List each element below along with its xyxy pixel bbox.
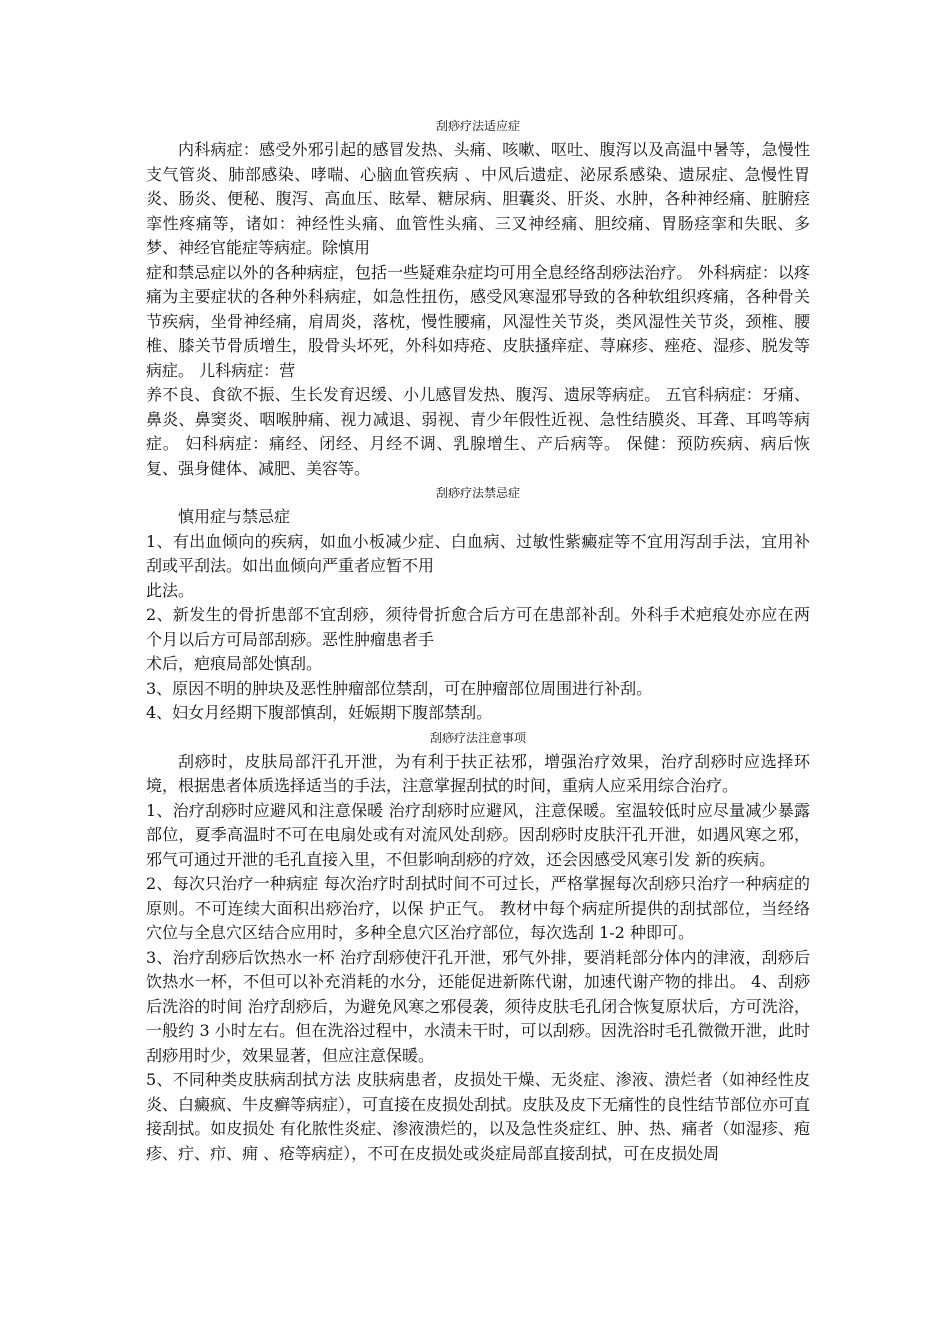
- paragraph-precaution-2: 2、每次只治疗一种病症 每次治疗时刮拭时间不可过长，严格掌握每次刮痧只治疗一种病症的原则。不可连续大面积出痧治疗，以保 护正气。 教材中每个病症所提供的刮拭部位，当经络穴位与全息穴区结合应用时，多种全息穴区治疗部位，每次选刮 1-2 种即可。: [146, 874, 810, 942]
- paragraph-internal-medicine: 内科病症：感受外邪引起的感冒发热、头痛、咳嗽、呕吐、腹泻以及高温中暑等，急慢性支气管炎、肺部感染、哮喘、心脑血管疾病 、中风后遗症、泌尿系感染、遗尿症、急慢性胃炎、肠炎、便秘、腹泻、高血压、眩晕、糖尿病、胆囊炎、肝炎、水肿，各种神经痛、脏腑痉挛性疼痛等，诸如：神经性头痛、血管性头痛、三叉神经痛、胆绞痛、胃肠痉挛和失眠、多梦、神经官能症等病症。除慎用: [146, 140, 810, 257]
- paragraph-precaution-3-4: 3、治疗刮痧后饮热水一杯 治疗刮痧使汗孔开泄，邪气外排，要消耗部分体内的津液，刮痧后饮热水一杯，不但可以补充消耗的水分，还能促进新陈代谢，加速代谢产物的排出。 4、刮痧后洗浴的时间 治疗刮痧后，为避免风寒之邪侵袭，须待皮肤毛孔闭合恢复原状后，方可洗浴，一般约 3 小时左右。但在洗浴过程中，水渍未干时，可以刮痧。因洗浴时毛孔微微开泄，此时刮痧用时少，效果显著，但应注意保暖。: [146, 947, 810, 1065]
- section-heading-indications: 刮痧疗法适应症: [435, 119, 520, 133]
- section-heading-contraindications: 刮痧疗法禁忌症: [435, 486, 520, 500]
- paragraph-contra-1: 1、有出血倾向的疾病，如血小板减少症、白血病、过敏性紫癜症等不宜用泻刮手法，宜用补刮或平刮法。如出血倾向严重者应暂不用: [146, 531, 810, 575]
- paragraph-caution-title: 慎用症与禁忌症: [178, 507, 291, 526]
- paragraph-contra-2: 2、新发生的骨折患部不宜刮痧，须待骨折愈合后方可在患部补刮。外科手术疤痕处亦应在两个月以后方可局部刮痧。恶性肿瘤患者手: [146, 605, 810, 649]
- section-heading-precautions: 刮痧疗法注意事项: [429, 730, 526, 745]
- paragraph-ent-gyn: 养不良、食欲不振、生长发育迟缓、小儿感冒发热、腹泻、遗尿等病症。 五官科病症：牙痛、鼻炎、鼻窦炎、咽喉肿痛、视力减退、弱视、青少年假性近视、急性结膜炎、耳聋、耳鸣等病症。 妇科病症：痛经、闭经、月经不调、乳腺增生、产后病等。 保健：预防疾病、病后恢复、强身健体、减肥、美容等。: [146, 385, 810, 478]
- document-page: [146, 114, 810, 1166]
- paragraph-precaution-intro: 刮痧时，皮肤局部汗孔开泄，为有利于扶正祛邪，增强治疗效果，治疗刮痧时应选择环境，根据患者体质选择适当的手法，注意掌握刮拭的时间，重病人应采用综合治疗。: [146, 751, 810, 795]
- paragraph-contra-1-cont: 此法。: [146, 580, 195, 600]
- paragraph-contra-2-cont: 术后，疤痕局部处慎刮。: [146, 654, 323, 673]
- paragraph-precaution-5: 5、不同种类皮肤病刮拭方法 皮肤病患者，皮损处干燥、无炎症、渗液、溃烂者（如神经性皮炎、白癜疯、牛皮癣等病症），可直接在皮损处刮拭。皮肤及皮下无痛性的良性结节部位亦可直接刮拭。如皮损处 有化脓性炎症、渗液溃烂的，以及急性炎症红、肿、热、痛者（如湿疹、疱疹、疔、疖、痈 、疮等病症），不可在皮损处或炎症局部直接刮拭，可在皮损处周: [146, 1070, 811, 1163]
- paragraph-precaution-1: 1、治疗刮痧时应避风和注意保暖 治疗刮痧时应避风，注意保暖。室温较低时应尽量减少暴露部位，夏季高温时不可在电扇处或有对流风处刮痧。因刮痧时皮肤汗孔开泄，如遇风寒之邪，邪气可通过开泄的毛孔直接入里，不但影响刮痧的疗效，还会因感受风寒引发 新的疾病。: [146, 800, 810, 869]
- paragraph-contra-3: 3、原因不明的肿块及恶性肿瘤部位禁刮，可在肿瘤部位周围进行补刮。: [146, 678, 653, 698]
- paragraph-contra-4: 4、妇女月经期下腹部慎刮，妊娠期下腹部禁刮。: [146, 703, 493, 722]
- paragraph-surgery: 症和禁忌症以外的各种病症，包括一些疑难杂症均可用全息经络刮痧法治疗。 外科病症：以疼痛为主要症状的各种外科病症，如急性扭伤，感受风寒湿邪导致的各种软组织疼痛，各种骨关节疾病，坐骨神经痛，肩周炎，落枕，慢性腰痛，风湿性关节炎，类风湿性关节炎，颈椎、腰椎、膝关节骨质增生，股骨头坏死，外科如痔疮、皮肤搔痒症、荨麻疹、痤疮、湿疹、脱发等病症。 儿科病症：营: [146, 262, 810, 380]
